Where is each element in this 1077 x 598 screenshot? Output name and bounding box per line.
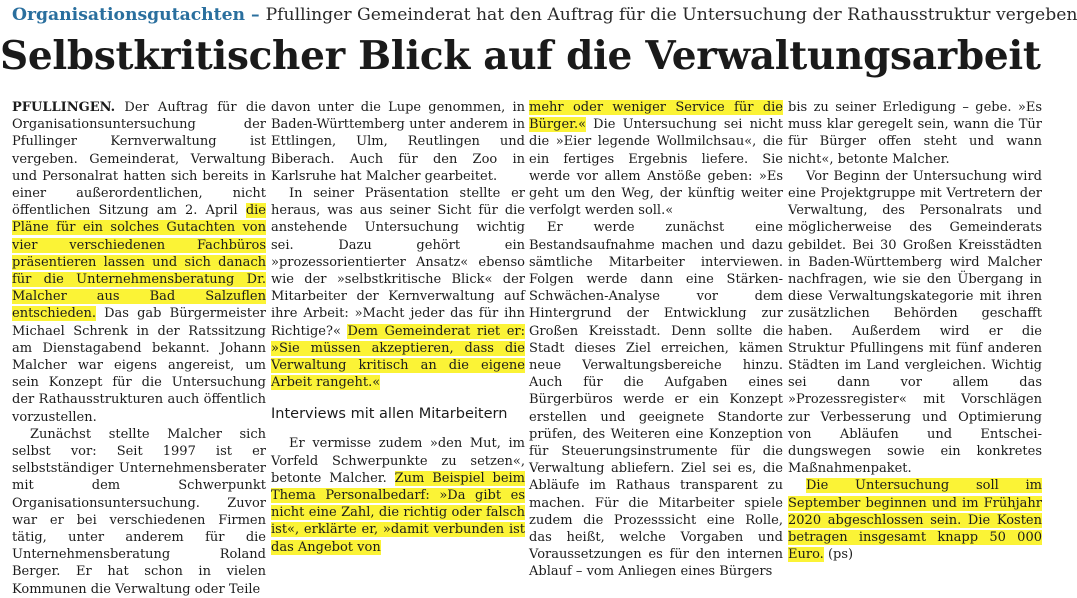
kicker-text: Pfullinger Gemeinderat hat den Auftrag für die Untersuchung der Rathausstruktur vergeben bbox=[265, 5, 1077, 25]
text-run: Das gab Bürgermeister Michael Schrenk in der Ratssitzung am Dienstagabend bekannt. Johann Malcher war eigens angereist, um sein Konzept für die Untersuchung der Rathausstrukturen auch öffentlich vorzustellen. bbox=[12, 306, 266, 425]
text-run: In seiner Präsentation stellte er heraus, was aus seiner Sicht für die anstehende Untersuchung wichtig sei. Dazu gehört ein »prozessorientierter Ansatz« ebenso wie der »selbstkritische Blick« der Mitarbeiter der Kernverwaltung auf ihre Arbeit: »Macht jeder das für ihn Richtige?« bbox=[271, 186, 525, 339]
paragraph bbox=[788, 477, 1042, 563]
text-run: Der Auftrag für die Organisationsuntersuchung der Pfullinger Kernverwaltung ist vergeben. Gemeinderat, Verwaltung und Personalrat hatten sich bereits in einer außerordentlichen, nicht öffentlichen Sitzung am 2. April bbox=[12, 100, 266, 219]
paragraph bbox=[529, 99, 783, 219]
author-initials: (ps) bbox=[823, 547, 854, 563]
dateline: PFULLINGEN. bbox=[12, 100, 116, 115]
article-column-3 bbox=[529, 99, 783, 581]
paragraph bbox=[12, 99, 266, 426]
paragraph bbox=[271, 435, 525, 555]
text-run: Er vermisse zudem »den Mut, im Vorfeld Schwerpunkte zu setzen«, betonte Malcher. bbox=[271, 436, 525, 486]
kicker-label: Organisationsgutachten – bbox=[12, 5, 266, 25]
paragraph bbox=[271, 185, 525, 391]
highlighted-text: Die Untersuchung soll im September beginnen und im Frühjahr 2020 abgeschlossen sein. Die Kosten betragen insgesamt knapp 50 000 Euro. bbox=[788, 478, 1042, 563]
paragraph: bis zu seiner Erledigung – gebe. »Es muss klar geregelt sein, wann die Tür für Bürger offen steht und wann nicht«, betonte Malcher. bbox=[788, 100, 1042, 167]
highlighted-text: Dem Gemeinderat riet er: »Sie müssen akzeptieren, dass die Verwaltung kritisch an die eigene Arbeit rangeht.« bbox=[271, 323, 525, 391]
article-column-1 bbox=[12, 99, 266, 598]
article-kicker bbox=[12, 4, 1077, 26]
article-headline: Selbstkritischer Blick auf die Verwaltungsarbeit bbox=[0, 33, 1041, 79]
paragraph: davon unter die Lupe genommen, in Baden-Württemberg unter anderem in Ettlingen, Ulm, Reutlingen und Biberach. Auch für den Zoo in Karlsruhe hat Malcher gearbeitet. bbox=[271, 100, 525, 184]
paragraph: Er werde zunächst eine Bestandsaufnahme machen und dazu sämtliche Mitarbeiter interviewen. Folgen werde dann eine Stärken-Schwächen-Analyse vor dem Hintergrund der Entwicklung zur Großen Kreisstadt. Denn sollte die Stadt dieses Ziel erreichen, kämen neue Verwaltungsbereiche hinzu. Auch für die Aufgaben eines Bürgerbüros werde er ein Konzept erstellen und geeignete Standorte prüfen, des Weiteren eine Konzeption für Steuerungsinstrumente für die Verwaltung abliefern. Ziel sei es, die Abläufe im Rathaus transparent zu machen. Für die Mitarbeiter spiele zudem die Prozesssicht eine Rolle, das heißt, welche Vorgaben und Voraussetzungen es für den internen Ablauf – vom Anliegen eines Bürgers bbox=[529, 220, 783, 580]
article-column-4 bbox=[788, 99, 1042, 563]
text-run: Die Untersuchung sei nicht die »Eier legende Wollmilchsau«, die ein fertiges Ergebnis liefere. Sie werde vor allem Anstöße geben: »Es geht um den Weg, der künftig weiter verfolgt werden soll.« bbox=[529, 117, 783, 219]
paragraph: Zunächst stellte Malcher sich selbst vor: Seit 1997 ist er selbstständiger Unternehmensberater mit dem Schwerpunkt Organisationsuntersuchung. Zuvor war er bei verschiedenen Firmen tätig, unter anderem für die Unternehmensberatung Roland Berger. Er hat schon in vielen Kommunen die Verwaltung oder Teile bbox=[12, 426, 266, 597]
article-column-2 bbox=[271, 99, 525, 556]
highlighted-text: mehr oder weniger Service für die Bürger.« bbox=[529, 100, 783, 133]
subheading: Interviews mit allen Mitarbeitern bbox=[271, 406, 508, 423]
highlighted-text: die Pläne für ein solches Gutachten von vier verschiedenen Fachbüros präsentieren lassen und sich danach für die Unternehmensberatung Dr. Malcher aus Bad Salzuflen entschieden. bbox=[12, 203, 266, 322]
paragraph: Vor Beginn der Untersuchung wird eine Projektgruppe mit Vertretern der Verwaltung, des Personalrats und möglicherweise des Gemeinderats gebildet. Bei 30 Großen Kreisstädten in Baden-Württemberg wird Malcher nachfragen, wie sie den Übergang in diese Verwaltungskategorie mit ihren zusätzlichen Behörden geschafft haben. Außerdem wird er die Struktur Pfullingens mit fünf anderen Städten im Land vergleichen. Wichtig sei dann vor allem das »Prozessregister« mit Vorschlägen zur Verbesserung und Optimierung von Abläufen und Entscheidungswegen sowie ein konkretes Maßnahmenpaket. bbox=[788, 168, 1042, 477]
highlighted-text: Zum Beispiel beim Thema Personalbedarf: »Da gibt es nicht eine Zahl, die richtig oder falsch ist«, erklärte er, »damit verbunden ist das Angebot von bbox=[271, 470, 526, 555]
